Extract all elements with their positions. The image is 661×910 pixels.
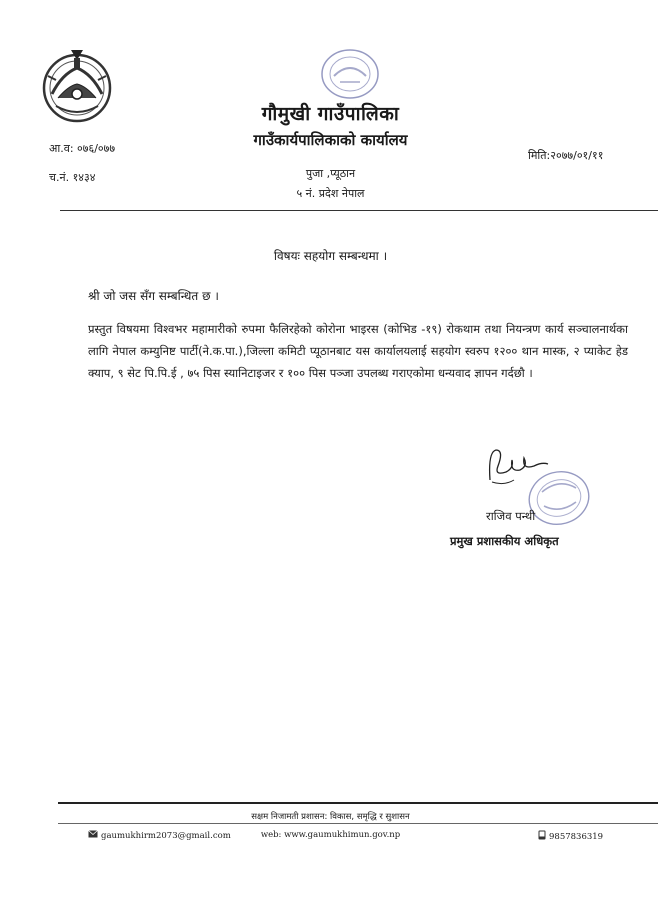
letter-body: प्रस्तुत विषयमा विश्वभर महामारीको रुपमा फैलिरहेको कोरोना भाइरस (कोभिड -१९) रोकथाम तथा नियन्त्रण कार्य सञ्चालनार्थका लागि नेपाल कम्युनिष्ट पार्टी(ने.क.पा.),जिल्ला कमिटी प्यूठानबाट यस कार्यालयलाई सहयोग स्वरुप १२०० थान मास्क, २ प्याकेट हेड क्याप, ९ सेट पि.पि.ई , ७५ पिस स्यानिटाइजर र १०० पिस पञ्जा उपलब्ध गराएकोमा धन्यवाद ज्ञापन गर्दछौ । <box>88 322 628 380</box>
phone-icon <box>538 830 546 843</box>
footer-divider-thin <box>58 823 658 824</box>
footer-divider <box>58 802 658 804</box>
office-stamp-icon <box>318 46 382 102</box>
letter-number-label: च.नं. १४३४ <box>49 171 96 184</box>
letter-salutation: श्री जो जस सँग सम्बन्धित छ । <box>88 289 219 303</box>
footer-email-text: gaumukhirm2073@gmail.com <box>101 830 231 841</box>
footer-phone <box>538 830 603 843</box>
office-subtitle-heading: गाउँकार्यपालिकाको कार्यालय <box>253 131 408 149</box>
signer-name: राजिव पन्थी <box>486 509 536 523</box>
address-line-2: ५ नं. प्रदेश नेपाल <box>296 187 365 200</box>
letter-date-label: मिति:२०७७/०१/११ <box>528 149 604 162</box>
footer-motto: सक्षम निजामती प्रशासन: विकास, समृद्धि र सुशासन <box>251 812 410 822</box>
header-divider <box>60 210 658 211</box>
letter-subject: विषयः सहयोग सम्बन्धमा । <box>273 249 388 263</box>
signer-title: प्रमुख प्रशासकीय अधिकृत <box>450 534 559 548</box>
office-name-heading: गौमुखी गाउँपालिका <box>261 103 400 125</box>
address-line-1: पुजा ,प्यूठान <box>305 167 356 180</box>
footer-website: web: www.gaumukhimun.gov.np <box>260 830 401 840</box>
footer-phone-text: 9857836319 <box>549 831 604 842</box>
fiscal-year-label: आ.व: ०७६/०७७ <box>49 142 116 155</box>
